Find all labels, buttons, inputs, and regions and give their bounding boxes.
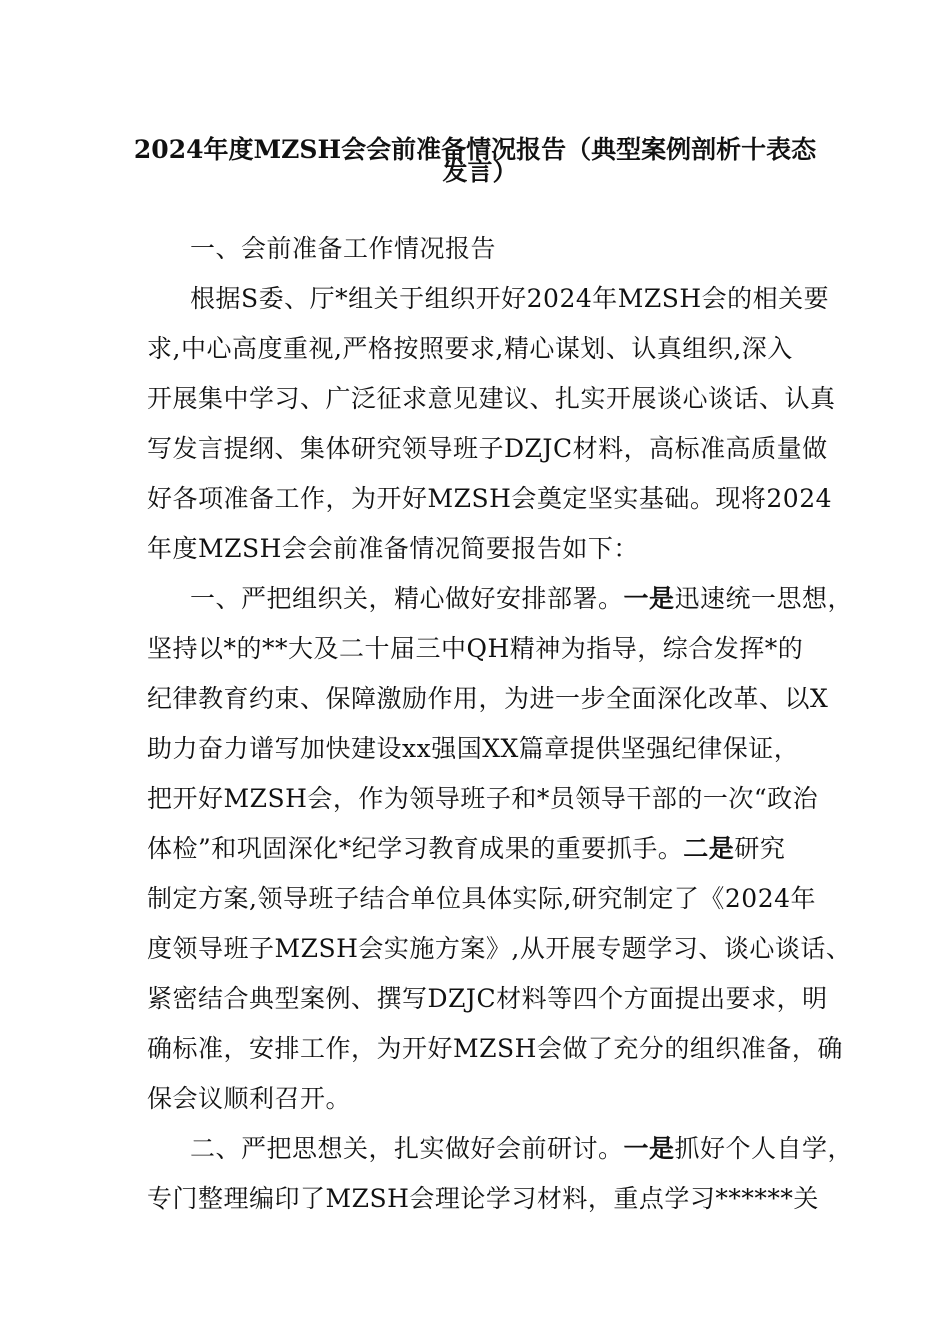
part1-line-3: 纪律教育约束、保障激励作用，为进一步全面深化改革、以X	[147, 684, 829, 713]
intro-line-4: 写发言提纲、集体研究领导班子DZJC材料，高标准高质量做	[147, 434, 828, 463]
part1-bold-1: 一是	[623, 584, 675, 613]
intro-line-1: 根据S委、厅*组关于组织开好2024年MZSH会的相关要	[190, 284, 830, 313]
part1-line-4: 助力奋力谱写加快建设xx强国XX篇章提供坚强纪律保证，	[147, 734, 800, 763]
section-heading: 一、会前准备工作情况报告	[190, 234, 497, 263]
part1-line-11: 保会议顺利召开。	[147, 1084, 352, 1113]
part1-rest-1: 迅速统一思想，	[674, 584, 854, 613]
part1-line-1	[190, 584, 853, 614]
part1-line6-pre: 体检”和巩固深化*纪学习教育成果的重要抓手。	[147, 834, 684, 863]
part1-line-9: 紧密结合典型案例、撰写DZJC材料等四个方面提出要求，明	[147, 984, 828, 1013]
part1-line-6	[147, 834, 785, 864]
intro-line-5: 好各项准备工作，为开好MZSH会奠定坚实基础。现将2024	[147, 484, 833, 513]
intro-line-2: 求,中心高度重视,严格按照要求,精心谋划、认真组织,深入	[147, 334, 793, 363]
part1-line-10: 确标准，安排工作，为开好MZSH会做了充分的组织准备，确	[147, 1034, 843, 1063]
document-title-line2	[0, 157, 950, 187]
document-title-line1: 2024年度MZSH会会前准备情况报告（典型案例剖析十表态	[133, 135, 817, 164]
part1-line6-post: 研究	[734, 834, 786, 863]
part1-line-8: 度领导班子MZSH会实施方案》,从开展专题学习、谈心谈话、	[147, 934, 852, 963]
document-title-line2-text: 发言）	[442, 157, 518, 186]
intro-line-3: 开展集中学习、广泛征求意见建议、扎实开展谈心谈话、认真	[147, 384, 836, 413]
part2-rest-1: 抓好个人自学，	[674, 1134, 854, 1163]
part1-bold-2: 二是	[683, 834, 735, 863]
part2-line-1	[190, 1134, 853, 1164]
part2-line-2: 专门整理编印了MZSH会理论学习材料，重点学习******关	[147, 1184, 819, 1213]
part2-bold-1: 一是	[623, 1134, 675, 1163]
intro-line-6: 年度MZSH会会前准备情况简要报告如下：	[147, 534, 639, 563]
part1-line-5: 把开好MZSH会，作为领导班子和*员领导干部的一次“政治	[147, 784, 819, 813]
part2-lead: 二、严把思想关，扎实做好会前研讨。	[190, 1134, 624, 1163]
part1-line-2: 坚持以*的**大及二十届三中QH精神为指导，综合发挥*的	[147, 634, 804, 663]
part1-line-7: 制定方案,领导班子结合单位具体实际,研究制定了《2024年	[147, 884, 817, 913]
part1-lead: 一、严把组织关，精心做好安排部署。	[190, 584, 624, 613]
